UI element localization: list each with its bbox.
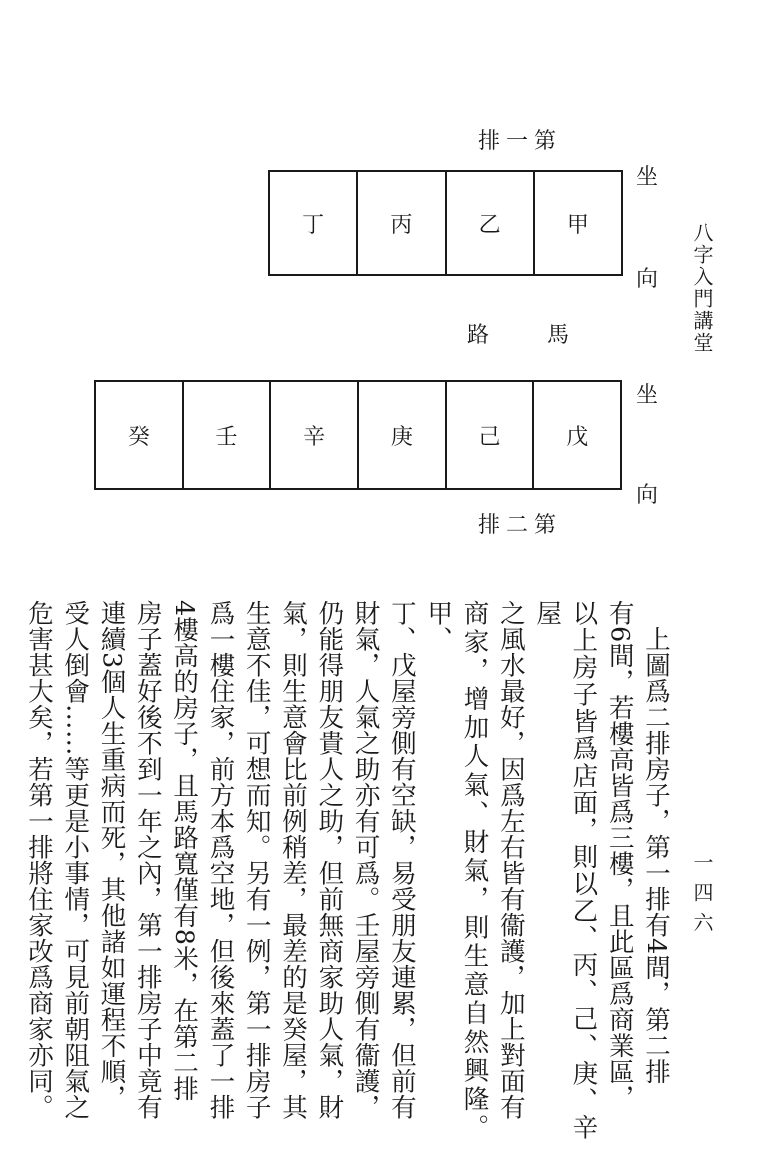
body-text [23, 600, 674, 1140]
row1-face-marker: 向 [635, 267, 658, 292]
row1-sit-marker: 坐 [635, 165, 658, 190]
house-cell: 庚 [357, 382, 445, 488]
house-cell: 己 [445, 382, 533, 488]
text-column: 上圖爲二排房子，第一排有4間，第二排 [641, 600, 671, 1085]
text-column: 4樓高的房子，且馬路寬僅有8米，在第二排 [169, 600, 200, 1102]
text-column: 房子蓋好後不到一年之內，第一排房子中竟有 [132, 600, 163, 1120]
text-column: 財氣，人氣之助亦有可爲。壬屋旁側有衞護， [350, 600, 381, 1120]
house-cell: 壬 [182, 382, 270, 488]
text-column: 危害甚大矣，若第一排將住家改爲商家亦同。 [23, 600, 54, 1120]
row2-face-marker: 向 [635, 483, 658, 508]
row1-label: 排一第 [478, 129, 563, 154]
house-cell: 辛 [269, 382, 357, 488]
row2-houses [94, 380, 622, 490]
page-number: 一四六 [690, 852, 714, 942]
house-cell: 戊 [532, 382, 620, 488]
text-column: 丁、戊屋旁側有空缺，易受朋友連累，但前有 [386, 600, 417, 1120]
text-column: 仍能得朋友貴人之助，但前無商家助人氣，財 [314, 600, 345, 1120]
text-column: 生意不佳，可想而知。另有一例，第一排房子 [241, 600, 272, 1120]
book-title: 八字入門講堂 [690, 222, 714, 354]
text-column: 受人倒會……等更是小事情，可見前朝阻氣之 [60, 600, 91, 1120]
text-column: 連續3個人生重病而死，其他諸如運程不順， [96, 600, 127, 1111]
house-cell: 甲 [533, 172, 621, 274]
text-column: 有6間，若樓高皆爲三樓，且此區爲商業區， [604, 600, 635, 1111]
text-column: 以上房子皆爲店面，則以乙、丙、己、庚、辛屋 [532, 600, 599, 1140]
text-column: 氣，則生意會比前例稍差，最差的是癸屋，其 [278, 600, 309, 1120]
text-column: 爲一樓住家，前方本爲空地，但後來蓋了一排 [205, 600, 236, 1120]
text-column: 之風水最好，因爲左右皆有衞護，加上對面有 [495, 600, 526, 1120]
text-column: 商家，增加人氣、財氣，則生意自然興隆。甲、 [423, 600, 490, 1140]
house-cell: 乙 [445, 172, 533, 274]
row1-houses [268, 170, 623, 276]
house-cell: 丙 [356, 172, 444, 274]
house-cell: 癸 [127, 424, 150, 450]
house-cell: 丁 [302, 212, 325, 238]
row2-label: 排二第 [478, 513, 563, 538]
row2-sit-marker: 坐 [635, 383, 658, 408]
road-label: 路 馬 [467, 323, 588, 348]
